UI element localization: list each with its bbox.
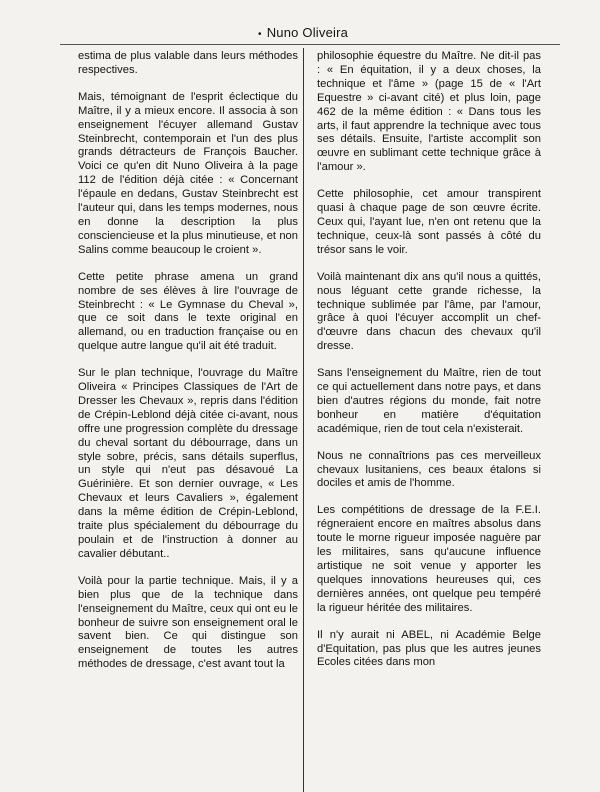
paragraph: estima de plus valable dans leurs méthodes respectives. <box>78 50 298 76</box>
paragraph: Cette petite phrase amena un grand nombre de ses élèves à lire l'ouvrage de Steinbrecht : « Le Gymnase du Cheval », que ce soit dans le texte original en allemand, ou en traduction française ou en quelque autre langue qu'il ait été traduit. <box>78 270 298 353</box>
column-divider <box>303 48 304 792</box>
page-header-title: Nuno Oliveira <box>266 25 349 40</box>
paragraph: Mais, témoignant de l'esprit éclectique du Maître, il y a mieux encore. Il associa à son enseignement l'écuyer allemand Gustav Steinbrecht, contemporain et l'un des plus grands détracteurs de François Baucher. Voici ce qu'en dit Nuno Oliveira à la page 112 de l'édition déjà citée : « Concernant l'épaule en dedans, Gustav Steinbrecht est l'auteur qui, dans les temps modernes, nous en donne la description la plus consciencieuse et la plus minutieuse, et non Salins comme beaucoup le croient ». <box>78 90 298 256</box>
paragraph: philosophie équestre du Maître. Ne dit-il pas : « En équitation, il y a deux choses, la technique et l'âme » (page 15 de « l'Art Equestre » ci-avant cité) et plus loin, page 462 de la même édition : « Dans tous les arts, il faut apprendre la technique avec tous ses détails. Ensuite, l'artiste accomplit son œuvre en sublimant cette technique grâce à l'amour ». <box>317 50 541 174</box>
paragraph: Voilà maintenant dix ans qu'il nous a quittés, nous léguant cette grande richesse, la technique sublimée par l'âme, par l'amour, grâce à quoi l'écuyer accomplit un chef-d'œuvre dans chacun des chevaux qu'il dresse. <box>317 270 541 353</box>
paragraph: Les compétitions de dressage de la F.E.I. régneraient encore en maîtres absolus dans toute le morne rigueur imposée naguère par les militaires, sans qu'aucune influence artistique ne soit venue y apporter les quelques innovations heureuses qui, ces dernières années, ont quelque peu tempéré la rigueur héritée des militaires. <box>317 504 541 614</box>
right-column <box>317 50 541 683</box>
paragraph: Sans l'enseignement du Maître, rien de tout ce qui actuellement dans notre pays, et dans bien d'autres régions du monde, fait notre bonheur en matière d'équitation académique, rien de tout cela n'existerait. <box>317 367 541 435</box>
paragraph: Sur le plan technique, l'ouvrage du Maître Oliveira « Principes Classiques de l'Art de Dresser les Chevaux », repris dans l'édition de Crépin-Leblond déjà citée ci-avant, nous offre une progression complète du dressage du cheval sortant du débourrage, dans un style sobre, précis, sans détails superflus, un style qui n'eut pas désavoué La Guérinière. Et son dernier ouvrage, « Les Chevaux et leurs Cavaliers », également dans la même édition de Crépin-Leblond, traite plus spécialement du débourrage du poulain et de l'instruction à donner au cavalier débutant.. <box>78 367 298 560</box>
left-column <box>78 50 298 685</box>
bullet-icon: • <box>258 29 262 40</box>
paragraph: Voilà pour la partie technique. Mais, il y a bien plus que de la technique dans l'enseignement du Maître, ceux qui ont eu le bonheur de suivre son enseignement oral le savent bien. Ce qui distingue son enseignement de toutes les autres méthodes de dressage, c'est avant tout la <box>78 574 298 671</box>
paragraph: Cette philosophie, cet amour transpirent quasi à chaque page de son œuvre écrite. Ceux qui, l'ayant lue, n'en ont retenu que la technique, ceux-là sont passés à côté du trésor sans le voir. <box>317 188 541 256</box>
paragraph: Nous ne connaîtrions pas ces merveilleux chevaux lusitaniens, ces beaux étalons si dociles et amis de l'homme. <box>317 449 541 490</box>
header-rule <box>60 44 560 45</box>
page-header <box>258 25 348 40</box>
paragraph: Il n'y aurait ni ABEL, ni Académie Belge d'Equitation, pas plus que les autres jeunes Ecoles citées dans mon <box>317 628 541 669</box>
